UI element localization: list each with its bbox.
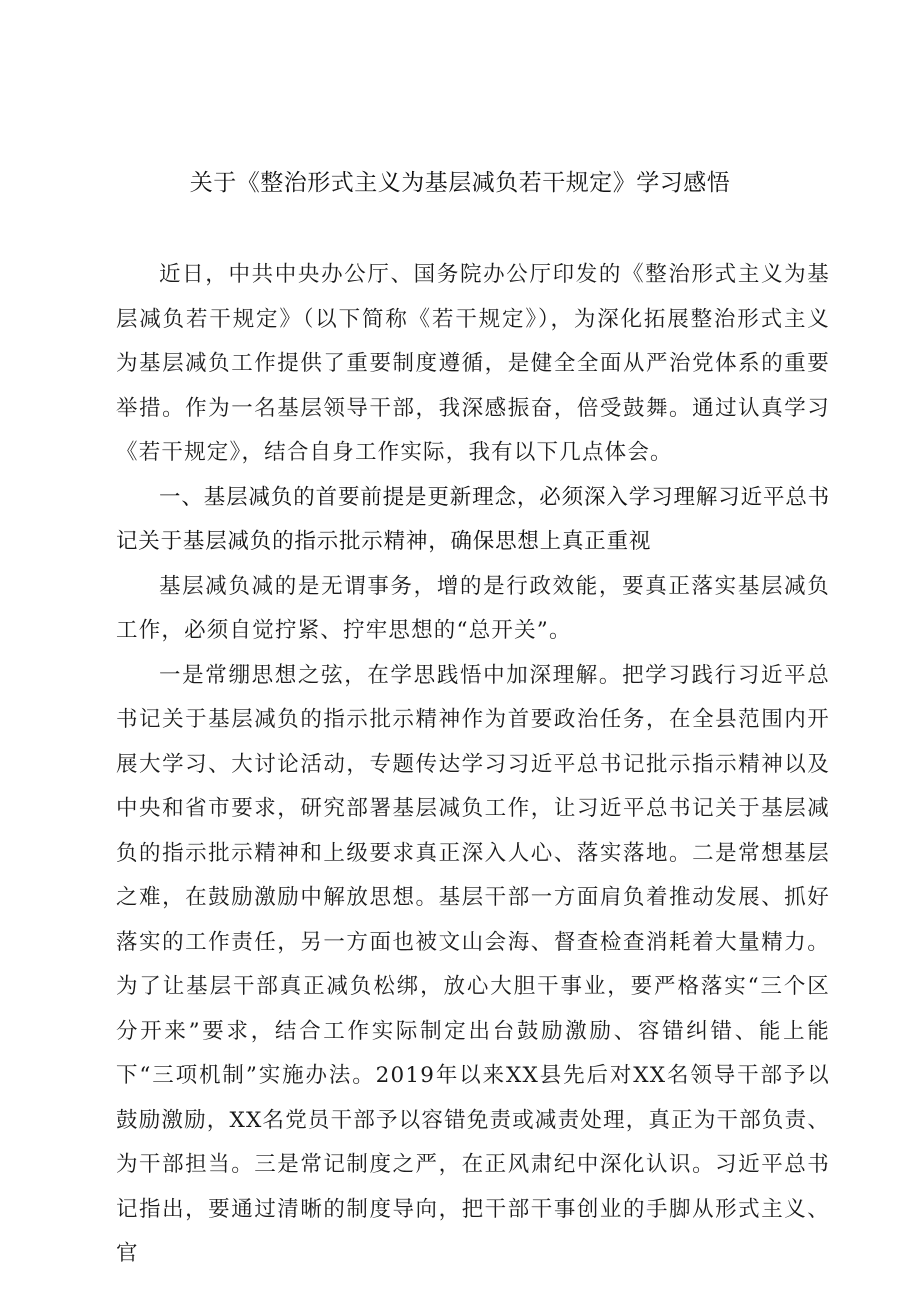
document-body xyxy=(116,253,830,1277)
section-1-body-paragraph: 一是常绷思想之弦，在学思践悟中加深理解。把学习践行习近平总书记关于基层减负的指示批示精神作为首要政治任务，在全县范围内开展大学习、大讨论活动，专题传达学习习近平总书记批示指示精神以及中央和省市要求，研究部署基层减负工作，让习近平总书记关于基层减负的指示批示精神和上级要求真正深入人心、落实落地。二是常想基层之难，在鼓励激励中解放思想。基层干部一方面肩负着推动发展、抓好落实的工作责任，另一方面也被文山会海、督查检查消耗着大量精力。为了让基层干部真正减负松绑，放心大胆干事业，要严格落实“三个区分开来”要求，结合工作实际制定出台鼓励激励、容错纠错、能上能下“三项机制”实施办法。2019年以来XX县先后对XX名领导干部予以鼓励激励，XX名党员干部予以容错免责或减责处理，真正为干部负责、为干部担当。三是常记制度之严，在正风肃纪中深化认识。习近平总书记指出，要通过清晰的制度导向，把干部干事创业的手脚从形式主义、官 xyxy=(116,662,831,1266)
section-1-lead-paragraph: 基层减负减的是无谓事务，增的是行政效能，要真正落实基层减负工作，必须自觉拧紧、拧牢思想的“总开关”。 xyxy=(116,573,830,643)
section-heading-1: 一、基层减负的首要前提是更新理念，必须深入学习理解习近平总书记关于基层减负的指示批示精神，确保思想上真正重视 xyxy=(116,484,830,554)
intro-paragraph: 近日，中共中央办公厅、国务院办公厅印发的《整治形式主义为基层减负若干规定》（以下简称《若干规定》），为深化拓展整治形式主义为基层减负工作提供了重要制度遵循，是健全全面从严治党体系的重要举措。作为一名基层领导干部，我深感振奋，倍受鼓舞。通过认真学习《若干规定》，结合自身工作实际，我有以下几点体会。 xyxy=(116,262,830,465)
document-title: 关于《整治形式主义为基层减负若干规定》学习感悟 xyxy=(189,170,731,196)
